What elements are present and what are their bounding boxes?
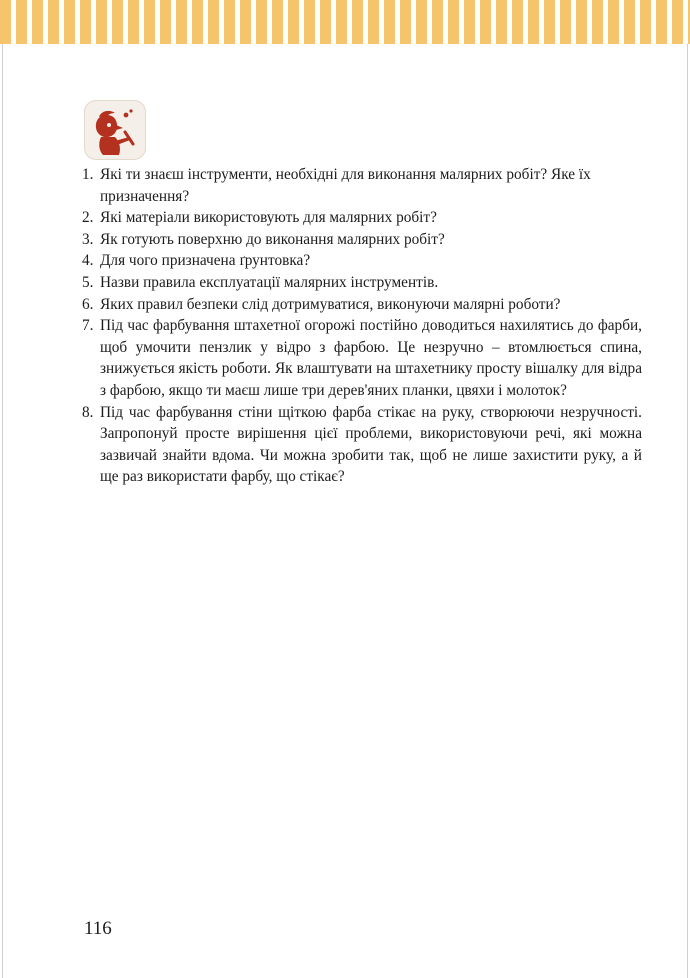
question-number: 5.: [82, 273, 94, 291]
question-item: [82, 315, 642, 401]
question-item: [82, 229, 642, 251]
question-text: Для чого призначена ґрунтовка?: [100, 252, 311, 270]
question-list: [82, 164, 642, 488]
question-number: 7.: [82, 317, 94, 335]
question-item: [82, 164, 642, 207]
question-text: Які матеріали використовують для малярних робіт?: [100, 209, 437, 227]
thinking-figure-icon: [84, 100, 146, 160]
question-number: 4.: [82, 252, 94, 270]
page-number: 116: [84, 918, 112, 939]
question-text: Як готують поверхню до виконання малярних робіт?: [100, 230, 445, 248]
question-number: 1.: [82, 166, 94, 183]
question-number: 3.: [82, 230, 94, 248]
question-item: [82, 207, 642, 229]
question-text: Які ти знаєш інструменти, необхідні для виконання малярних робіт? Яке їх призначення?: [100, 166, 591, 205]
question-text: Під час фарбування штахетної огорожі постійно доводиться нахилятись до фарби, щоб умочити пензлик у відро з фарбою. Це незручно – втомлюється спина, знижується якість роботи. Як влаштувати на штахетнику просту вішалку для відра з фарбою, якщо ти маєш лише три дерев'яних планки, цвяхи і молоток?: [100, 317, 642, 399]
page-border-right: [687, 44, 688, 978]
question-number: 2.: [82, 209, 94, 227]
question-number: 6.: [82, 295, 94, 313]
question-text: Назви правила експлуатації малярних інструментів.: [100, 273, 439, 291]
question-item: [82, 402, 642, 488]
page-border-left: [2, 44, 3, 978]
question-item: [82, 294, 642, 316]
question-item: [82, 250, 642, 272]
top-stripe-decoration: [0, 0, 690, 44]
question-number: 8.: [82, 403, 94, 421]
question-item: [82, 272, 642, 294]
question-text: Яких правил безпеки слід дотримуватися, виконуючи малярні роботи?: [100, 295, 561, 313]
question-text: Під час фарбування стіни щіткою фарба стікає на руку, створюючи незручності. Запропонуй просте вирішення цієї проблеми, використовуючи речі, які можна зазвичай знайти вдома. Чи можна зробити так, щоб не лише захистити руку, а й ще раз використати фарбу, що стікає?: [100, 403, 642, 486]
